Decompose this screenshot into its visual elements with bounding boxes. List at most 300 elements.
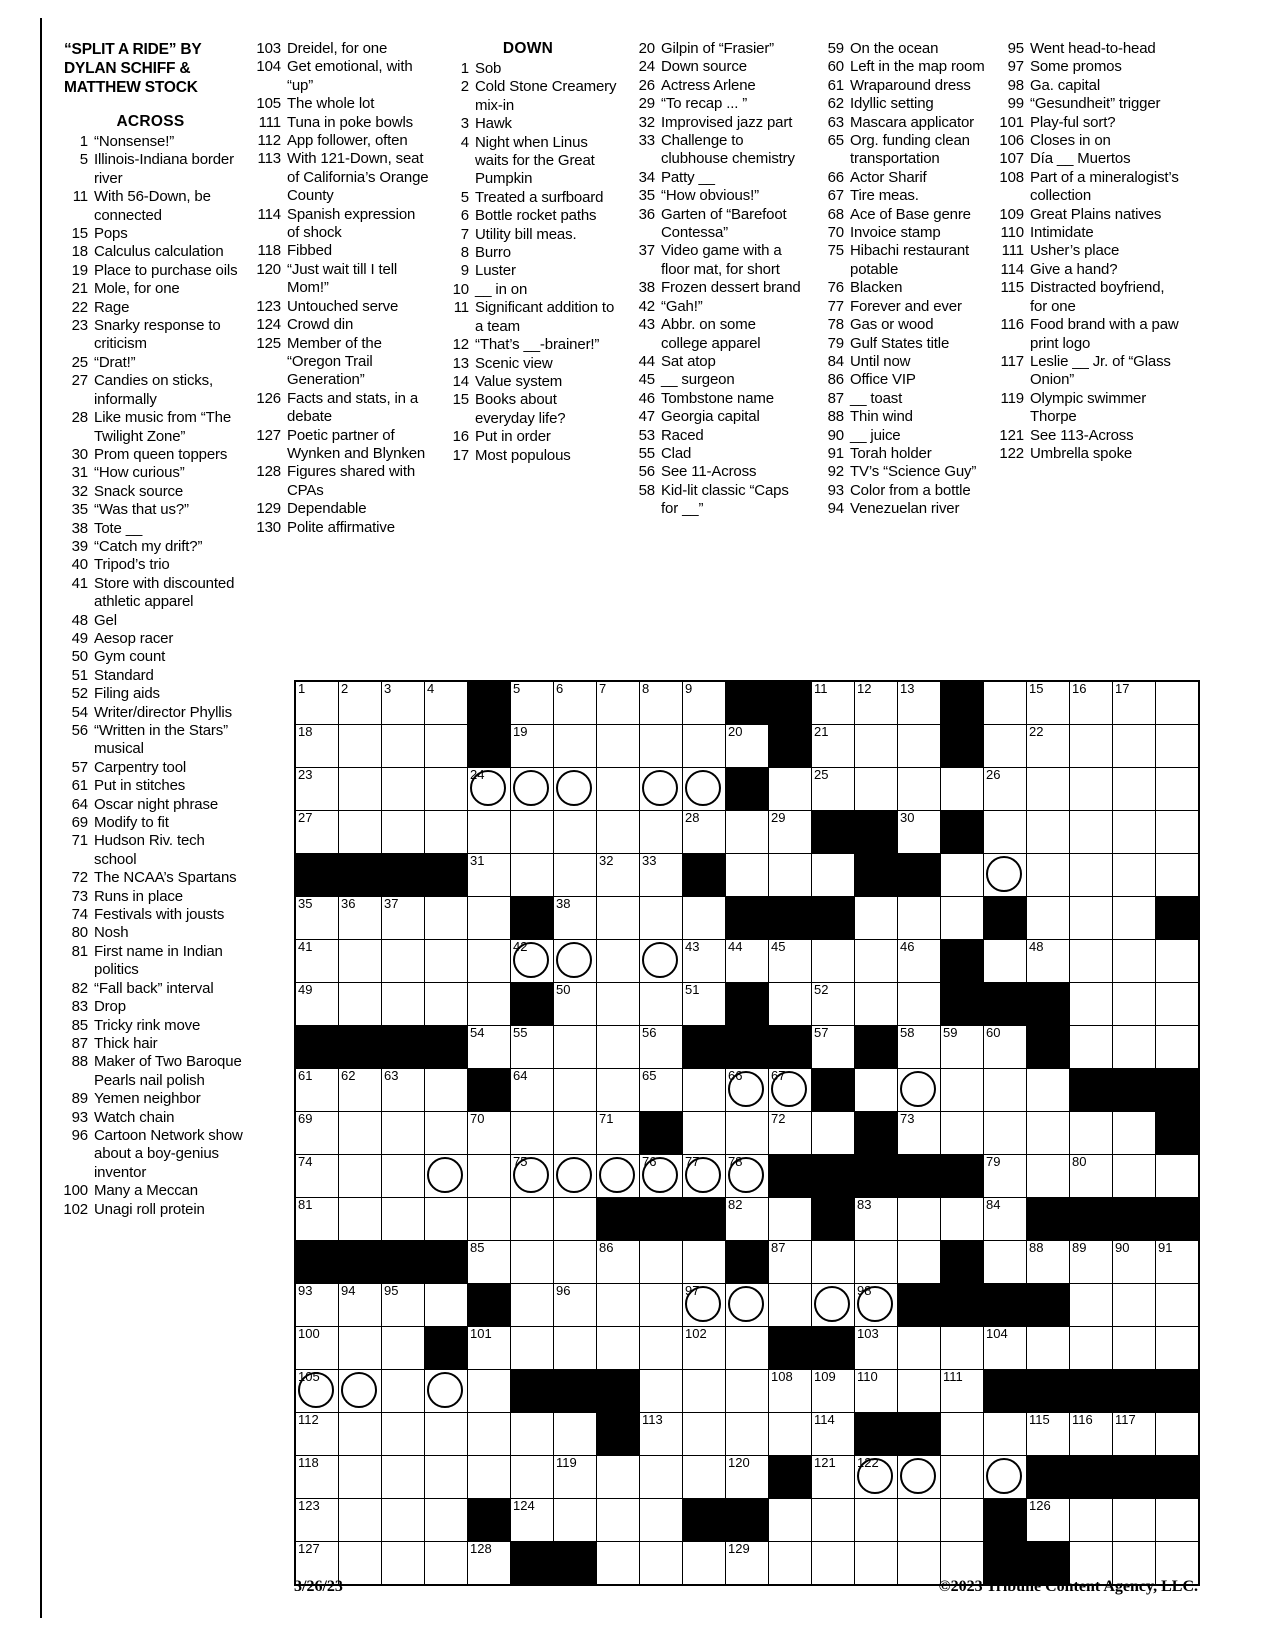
grid-cell[interactable] [1070, 854, 1113, 897]
grid-cell[interactable] [554, 1413, 597, 1456]
grid-cell[interactable] [382, 1155, 425, 1198]
grid-cell[interactable] [511, 811, 554, 854]
grid-cell[interactable] [425, 1456, 468, 1499]
grid-cell[interactable] [898, 725, 941, 768]
grid-cell[interactable] [468, 1370, 511, 1413]
grid-cell[interactable] [812, 681, 855, 725]
grid-cell[interactable] [726, 940, 769, 983]
grid-cell[interactable] [1070, 940, 1113, 983]
grid-cell[interactable] [554, 768, 597, 811]
grid-cell[interactable] [1070, 897, 1113, 940]
grid-cell[interactable] [339, 768, 382, 811]
grid-cell[interactable] [769, 1241, 812, 1284]
grid-cell[interactable] [984, 1241, 1027, 1284]
grid-cell[interactable] [382, 897, 425, 940]
grid-cell[interactable] [812, 1026, 855, 1069]
grid-cell[interactable] [898, 1499, 941, 1542]
grid-cell[interactable] [640, 1456, 683, 1499]
grid-cell[interactable] [812, 854, 855, 897]
grid-cell[interactable] [812, 1284, 855, 1327]
grid-cell[interactable] [468, 1456, 511, 1499]
grid-cell[interactable] [769, 1370, 812, 1413]
grid-cell[interactable] [1070, 1499, 1113, 1542]
grid-cell[interactable] [640, 1327, 683, 1370]
grid-cell[interactable] [1156, 1499, 1200, 1542]
grid-cell[interactable] [295, 1370, 339, 1413]
grid-cell[interactable] [382, 1327, 425, 1370]
grid-cell[interactable] [769, 768, 812, 811]
grid-cell[interactable] [597, 854, 640, 897]
grid-cell[interactable] [1027, 1155, 1070, 1198]
grid-cell[interactable] [339, 940, 382, 983]
grid-cell[interactable] [1113, 1026, 1156, 1069]
grid-cell[interactable] [984, 1413, 1027, 1456]
grid-cell[interactable] [683, 1413, 726, 1456]
grid-cell[interactable] [640, 983, 683, 1026]
grid-cell[interactable] [898, 983, 941, 1026]
grid-cell[interactable] [511, 1112, 554, 1155]
grid-cell[interactable] [468, 1155, 511, 1198]
grid-cell[interactable] [295, 983, 339, 1026]
grid-cell[interactable] [1027, 768, 1070, 811]
grid-cell[interactable] [812, 1413, 855, 1456]
grid-cell[interactable] [726, 1284, 769, 1327]
grid-cell[interactable] [1070, 1026, 1113, 1069]
grid-cell[interactable] [769, 940, 812, 983]
grid-cell[interactable] [554, 1327, 597, 1370]
grid-cell[interactable] [640, 1499, 683, 1542]
grid-cell[interactable] [468, 768, 511, 811]
grid-cell[interactable] [597, 1155, 640, 1198]
grid-cell[interactable] [1113, 897, 1156, 940]
grid-cell[interactable] [295, 725, 339, 768]
grid-cell[interactable] [769, 1198, 812, 1241]
grid-cell[interactable] [683, 1284, 726, 1327]
grid-cell[interactable] [382, 1456, 425, 1499]
grid-cell[interactable] [640, 1069, 683, 1112]
grid-cell[interactable] [640, 1370, 683, 1413]
grid-cell[interactable] [1070, 1112, 1113, 1155]
grid-cell[interactable] [898, 1069, 941, 1112]
grid-cell[interactable] [554, 1026, 597, 1069]
grid-cell[interactable] [382, 940, 425, 983]
grid-cell[interactable] [683, 725, 726, 768]
grid-cell[interactable] [898, 681, 941, 725]
grid-cell[interactable] [597, 1069, 640, 1112]
grid-cell[interactable] [1027, 897, 1070, 940]
grid-cell[interactable] [382, 1499, 425, 1542]
grid-cell[interactable] [855, 897, 898, 940]
grid-cell[interactable] [339, 1456, 382, 1499]
grid-cell[interactable] [339, 983, 382, 1026]
grid-cell[interactable] [382, 983, 425, 1026]
grid-cell[interactable] [769, 1069, 812, 1112]
grid-cell[interactable] [425, 768, 468, 811]
grid-cell[interactable] [425, 1370, 468, 1413]
grid-cell[interactable] [1070, 983, 1113, 1026]
grid-cell[interactable] [554, 1499, 597, 1542]
grid-cell[interactable] [812, 1241, 855, 1284]
grid-cell[interactable] [726, 1370, 769, 1413]
grid-cell[interactable] [1113, 768, 1156, 811]
grid-cell[interactable] [511, 1026, 554, 1069]
grid-cell[interactable] [425, 983, 468, 1026]
grid-cell[interactable] [295, 1112, 339, 1155]
grid-cell[interactable] [898, 940, 941, 983]
grid-cell[interactable] [683, 983, 726, 1026]
grid-cell[interactable] [683, 768, 726, 811]
grid-cell[interactable] [1156, 1241, 1200, 1284]
grid-cell[interactable] [769, 1112, 812, 1155]
grid-cell[interactable] [295, 940, 339, 983]
grid-cell[interactable] [511, 1327, 554, 1370]
grid-cell[interactable] [812, 1456, 855, 1499]
grid-cell[interactable] [984, 811, 1027, 854]
grid-cell[interactable] [726, 1198, 769, 1241]
grid-cell[interactable] [855, 983, 898, 1026]
grid-cell[interactable] [683, 897, 726, 940]
grid-cell[interactable] [812, 768, 855, 811]
grid-cell[interactable] [382, 768, 425, 811]
grid-cell[interactable] [1027, 1112, 1070, 1155]
grid-cell[interactable] [984, 768, 1027, 811]
grid-cell[interactable] [941, 1413, 984, 1456]
grid-cell[interactable] [295, 1155, 339, 1198]
grid-cell[interactable] [1113, 1241, 1156, 1284]
grid-cell[interactable] [1070, 1327, 1113, 1370]
grid-cell[interactable] [941, 1026, 984, 1069]
grid-cell[interactable] [1113, 1112, 1156, 1155]
grid-cell[interactable] [812, 1112, 855, 1155]
grid-cell[interactable] [468, 983, 511, 1026]
grid-cell[interactable] [295, 768, 339, 811]
grid-cell[interactable] [597, 1112, 640, 1155]
grid-cell[interactable] [511, 854, 554, 897]
grid-cell[interactable] [425, 897, 468, 940]
grid-cell[interactable] [295, 1327, 339, 1370]
grid-cell[interactable] [425, 940, 468, 983]
grid-cell[interactable] [382, 811, 425, 854]
grid-cell[interactable] [511, 1241, 554, 1284]
grid-cell[interactable] [597, 1456, 640, 1499]
grid-cell[interactable] [683, 940, 726, 983]
grid-cell[interactable] [468, 1241, 511, 1284]
grid-cell[interactable] [597, 725, 640, 768]
grid-cell[interactable] [640, 854, 683, 897]
grid-cell[interactable] [898, 1198, 941, 1241]
grid-cell[interactable] [468, 897, 511, 940]
crossword-grid-wrapper[interactable] [294, 680, 1200, 1586]
grid-cell[interactable] [339, 1069, 382, 1112]
grid-cell[interactable] [769, 854, 812, 897]
grid-cell[interactable] [683, 1069, 726, 1112]
grid-cell[interactable] [511, 1198, 554, 1241]
grid-cell[interactable] [984, 940, 1027, 983]
grid-cell[interactable] [468, 811, 511, 854]
grid-cell[interactable] [769, 1284, 812, 1327]
grid-cell[interactable] [1070, 811, 1113, 854]
grid-cell[interactable] [295, 1284, 339, 1327]
grid-cell[interactable] [855, 1327, 898, 1370]
grid-cell[interactable] [511, 1155, 554, 1198]
grid-cell[interactable] [511, 1284, 554, 1327]
grid-cell[interactable] [339, 811, 382, 854]
grid-cell[interactable] [597, 940, 640, 983]
grid-cell[interactable] [683, 1327, 726, 1370]
grid-cell[interactable] [1113, 1413, 1156, 1456]
grid-cell[interactable] [1070, 725, 1113, 768]
grid-cell[interactable] [1027, 811, 1070, 854]
grid-cell[interactable] [898, 811, 941, 854]
grid-cell[interactable] [554, 940, 597, 983]
grid-cell[interactable] [339, 1370, 382, 1413]
grid-cell[interactable] [468, 1327, 511, 1370]
grid-cell[interactable] [683, 681, 726, 725]
grid-cell[interactable] [941, 1456, 984, 1499]
grid-cell[interactable] [941, 1112, 984, 1155]
grid-cell[interactable] [941, 854, 984, 897]
grid-cell[interactable] [554, 1155, 597, 1198]
grid-cell[interactable] [898, 1327, 941, 1370]
grid-cell[interactable] [984, 1069, 1027, 1112]
grid-cell[interactable] [855, 681, 898, 725]
grid-cell[interactable] [468, 1112, 511, 1155]
grid-cell[interactable] [898, 1026, 941, 1069]
grid-cell[interactable] [339, 1198, 382, 1241]
grid-cell[interactable] [425, 1112, 468, 1155]
grid-cell[interactable] [554, 1284, 597, 1327]
grid-cell[interactable] [468, 1413, 511, 1456]
grid-cell[interactable] [769, 983, 812, 1026]
grid-cell[interactable] [941, 1327, 984, 1370]
grid-cell[interactable] [339, 1499, 382, 1542]
grid-cell[interactable] [1156, 725, 1200, 768]
grid-cell[interactable] [1113, 681, 1156, 725]
grid-cell[interactable] [295, 1198, 339, 1241]
grid-cell[interactable] [511, 1069, 554, 1112]
grid-cell[interactable] [855, 1069, 898, 1112]
grid-cell[interactable] [1027, 1413, 1070, 1456]
grid-cell[interactable] [1027, 725, 1070, 768]
grid-cell[interactable] [1027, 1327, 1070, 1370]
grid-cell[interactable] [1113, 1327, 1156, 1370]
grid-cell[interactable] [468, 940, 511, 983]
grid-cell[interactable] [984, 1112, 1027, 1155]
grid-cell[interactable] [855, 1370, 898, 1413]
grid-cell[interactable] [597, 897, 640, 940]
grid-cell[interactable] [554, 1069, 597, 1112]
grid-cell[interactable] [1027, 1499, 1070, 1542]
grid-cell[interactable] [425, 1155, 468, 1198]
grid-cell[interactable] [425, 725, 468, 768]
grid-cell[interactable] [683, 1112, 726, 1155]
grid-cell[interactable] [1156, 681, 1200, 725]
grid-cell[interactable] [1070, 1155, 1113, 1198]
grid-cell[interactable] [339, 681, 382, 725]
grid-cell[interactable] [898, 1456, 941, 1499]
grid-cell[interactable] [726, 725, 769, 768]
grid-cell[interactable] [597, 1327, 640, 1370]
grid-cell[interactable] [1156, 940, 1200, 983]
grid-cell[interactable] [339, 1284, 382, 1327]
grid-cell[interactable] [812, 725, 855, 768]
grid-cell[interactable] [898, 1370, 941, 1413]
grid-cell[interactable] [511, 725, 554, 768]
grid-cell[interactable] [1156, 1413, 1200, 1456]
grid-cell[interactable] [554, 1198, 597, 1241]
grid-cell[interactable] [382, 1370, 425, 1413]
grid-cell[interactable] [640, 725, 683, 768]
grid-cell[interactable] [554, 1241, 597, 1284]
grid-cell[interactable] [984, 1026, 1027, 1069]
grid-cell[interactable] [683, 1241, 726, 1284]
grid-cell[interactable] [1070, 1413, 1113, 1456]
grid-cell[interactable] [898, 1241, 941, 1284]
grid-cell[interactable] [1156, 983, 1200, 1026]
grid-cell[interactable] [295, 1499, 339, 1542]
grid-cell[interactable] [1156, 854, 1200, 897]
grid-cell[interactable] [855, 1284, 898, 1327]
grid-cell[interactable] [726, 854, 769, 897]
grid-cell[interactable] [1113, 1499, 1156, 1542]
grid-cell[interactable] [683, 811, 726, 854]
grid-cell[interactable] [984, 725, 1027, 768]
grid-cell[interactable] [554, 811, 597, 854]
grid-cell[interactable] [382, 725, 425, 768]
grid-cell[interactable] [554, 983, 597, 1026]
grid-cell[interactable] [511, 1456, 554, 1499]
grid-cell[interactable] [597, 1241, 640, 1284]
grid-cell[interactable] [554, 1112, 597, 1155]
grid-cell[interactable] [339, 1413, 382, 1456]
grid-cell[interactable] [726, 1069, 769, 1112]
grid-cell[interactable] [683, 1456, 726, 1499]
grid-cell[interactable] [941, 1499, 984, 1542]
grid-cell[interactable] [425, 1198, 468, 1241]
grid-cell[interactable] [898, 1112, 941, 1155]
grid-cell[interactable] [640, 1241, 683, 1284]
grid-cell[interactable] [1070, 1284, 1113, 1327]
grid-cell[interactable] [1027, 1069, 1070, 1112]
grid-cell[interactable] [1113, 725, 1156, 768]
grid-cell[interactable] [855, 940, 898, 983]
grid-cell[interactable] [1156, 1284, 1200, 1327]
grid-cell[interactable] [339, 1112, 382, 1155]
grid-cell[interactable] [425, 1499, 468, 1542]
grid-cell[interactable] [511, 681, 554, 725]
grid-cell[interactable] [898, 768, 941, 811]
grid-cell[interactable] [941, 1370, 984, 1413]
grid-cell[interactable] [554, 854, 597, 897]
grid-cell[interactable] [295, 811, 339, 854]
grid-cell[interactable] [597, 1026, 640, 1069]
grid-cell[interactable] [382, 1284, 425, 1327]
grid-cell[interactable] [511, 1413, 554, 1456]
grid-cell[interactable] [468, 1026, 511, 1069]
grid-cell[interactable] [855, 768, 898, 811]
grid-cell[interactable] [382, 1198, 425, 1241]
grid-cell[interactable] [640, 940, 683, 983]
grid-cell[interactable] [468, 1198, 511, 1241]
grid-cell[interactable] [1070, 681, 1113, 725]
grid-cell[interactable] [812, 983, 855, 1026]
grid-cell[interactable] [425, 1069, 468, 1112]
grid-cell[interactable] [1113, 854, 1156, 897]
grid-cell[interactable] [382, 1069, 425, 1112]
grid-cell[interactable] [597, 1284, 640, 1327]
grid-cell[interactable] [941, 1069, 984, 1112]
grid-cell[interactable] [339, 725, 382, 768]
grid-cell[interactable] [1027, 681, 1070, 725]
grid-cell[interactable] [1156, 1155, 1200, 1198]
grid-cell[interactable] [425, 681, 468, 725]
grid-cell[interactable] [597, 811, 640, 854]
grid-cell[interactable] [640, 897, 683, 940]
grid-cell[interactable] [554, 897, 597, 940]
grid-cell[interactable] [683, 1370, 726, 1413]
grid-cell[interactable] [984, 681, 1027, 725]
grid-cell[interactable] [941, 768, 984, 811]
grid-cell[interactable] [640, 768, 683, 811]
grid-cell[interactable] [726, 1112, 769, 1155]
grid-cell[interactable] [941, 897, 984, 940]
grid-cell[interactable] [1070, 768, 1113, 811]
grid-cell[interactable] [1156, 768, 1200, 811]
grid-cell[interactable] [683, 1155, 726, 1198]
grid-cell[interactable] [1113, 1284, 1156, 1327]
grid-cell[interactable] [597, 768, 640, 811]
grid-cell[interactable] [1156, 1026, 1200, 1069]
grid-cell[interactable] [769, 1499, 812, 1542]
grid-cell[interactable] [511, 1499, 554, 1542]
grid-cell[interactable] [726, 811, 769, 854]
grid-cell[interactable] [984, 1198, 1027, 1241]
grid-cell[interactable] [295, 1069, 339, 1112]
grid-cell[interactable] [295, 897, 339, 940]
grid-cell[interactable] [855, 1241, 898, 1284]
grid-cell[interactable] [898, 897, 941, 940]
grid-cell[interactable] [855, 1198, 898, 1241]
grid-cell[interactable] [1070, 1241, 1113, 1284]
grid-cell[interactable] [1113, 940, 1156, 983]
grid-cell[interactable] [812, 940, 855, 983]
grid-cell[interactable] [640, 1413, 683, 1456]
grid-cell[interactable] [295, 1413, 339, 1456]
grid-cell[interactable] [726, 1155, 769, 1198]
grid-cell[interactable] [855, 1499, 898, 1542]
grid-cell[interactable] [726, 1327, 769, 1370]
grid-cell[interactable] [1113, 811, 1156, 854]
grid-cell[interactable] [382, 1112, 425, 1155]
grid-cell[interactable] [1113, 983, 1156, 1026]
grid-cell[interactable] [984, 1155, 1027, 1198]
grid-cell[interactable] [640, 1155, 683, 1198]
grid-cell[interactable] [769, 1413, 812, 1456]
grid-cell[interactable] [769, 811, 812, 854]
grid-cell[interactable] [1156, 811, 1200, 854]
grid-cell[interactable] [425, 811, 468, 854]
grid-cell[interactable] [812, 1499, 855, 1542]
grid-cell[interactable] [339, 1155, 382, 1198]
grid-cell[interactable] [597, 1499, 640, 1542]
grid-cell[interactable] [339, 1327, 382, 1370]
grid-cell[interactable] [425, 1284, 468, 1327]
crossword-grid[interactable] [294, 680, 1200, 1586]
grid-cell[interactable] [1113, 1155, 1156, 1198]
grid-cell[interactable] [640, 1026, 683, 1069]
grid-cell[interactable] [382, 681, 425, 725]
grid-cell[interactable] [640, 1284, 683, 1327]
